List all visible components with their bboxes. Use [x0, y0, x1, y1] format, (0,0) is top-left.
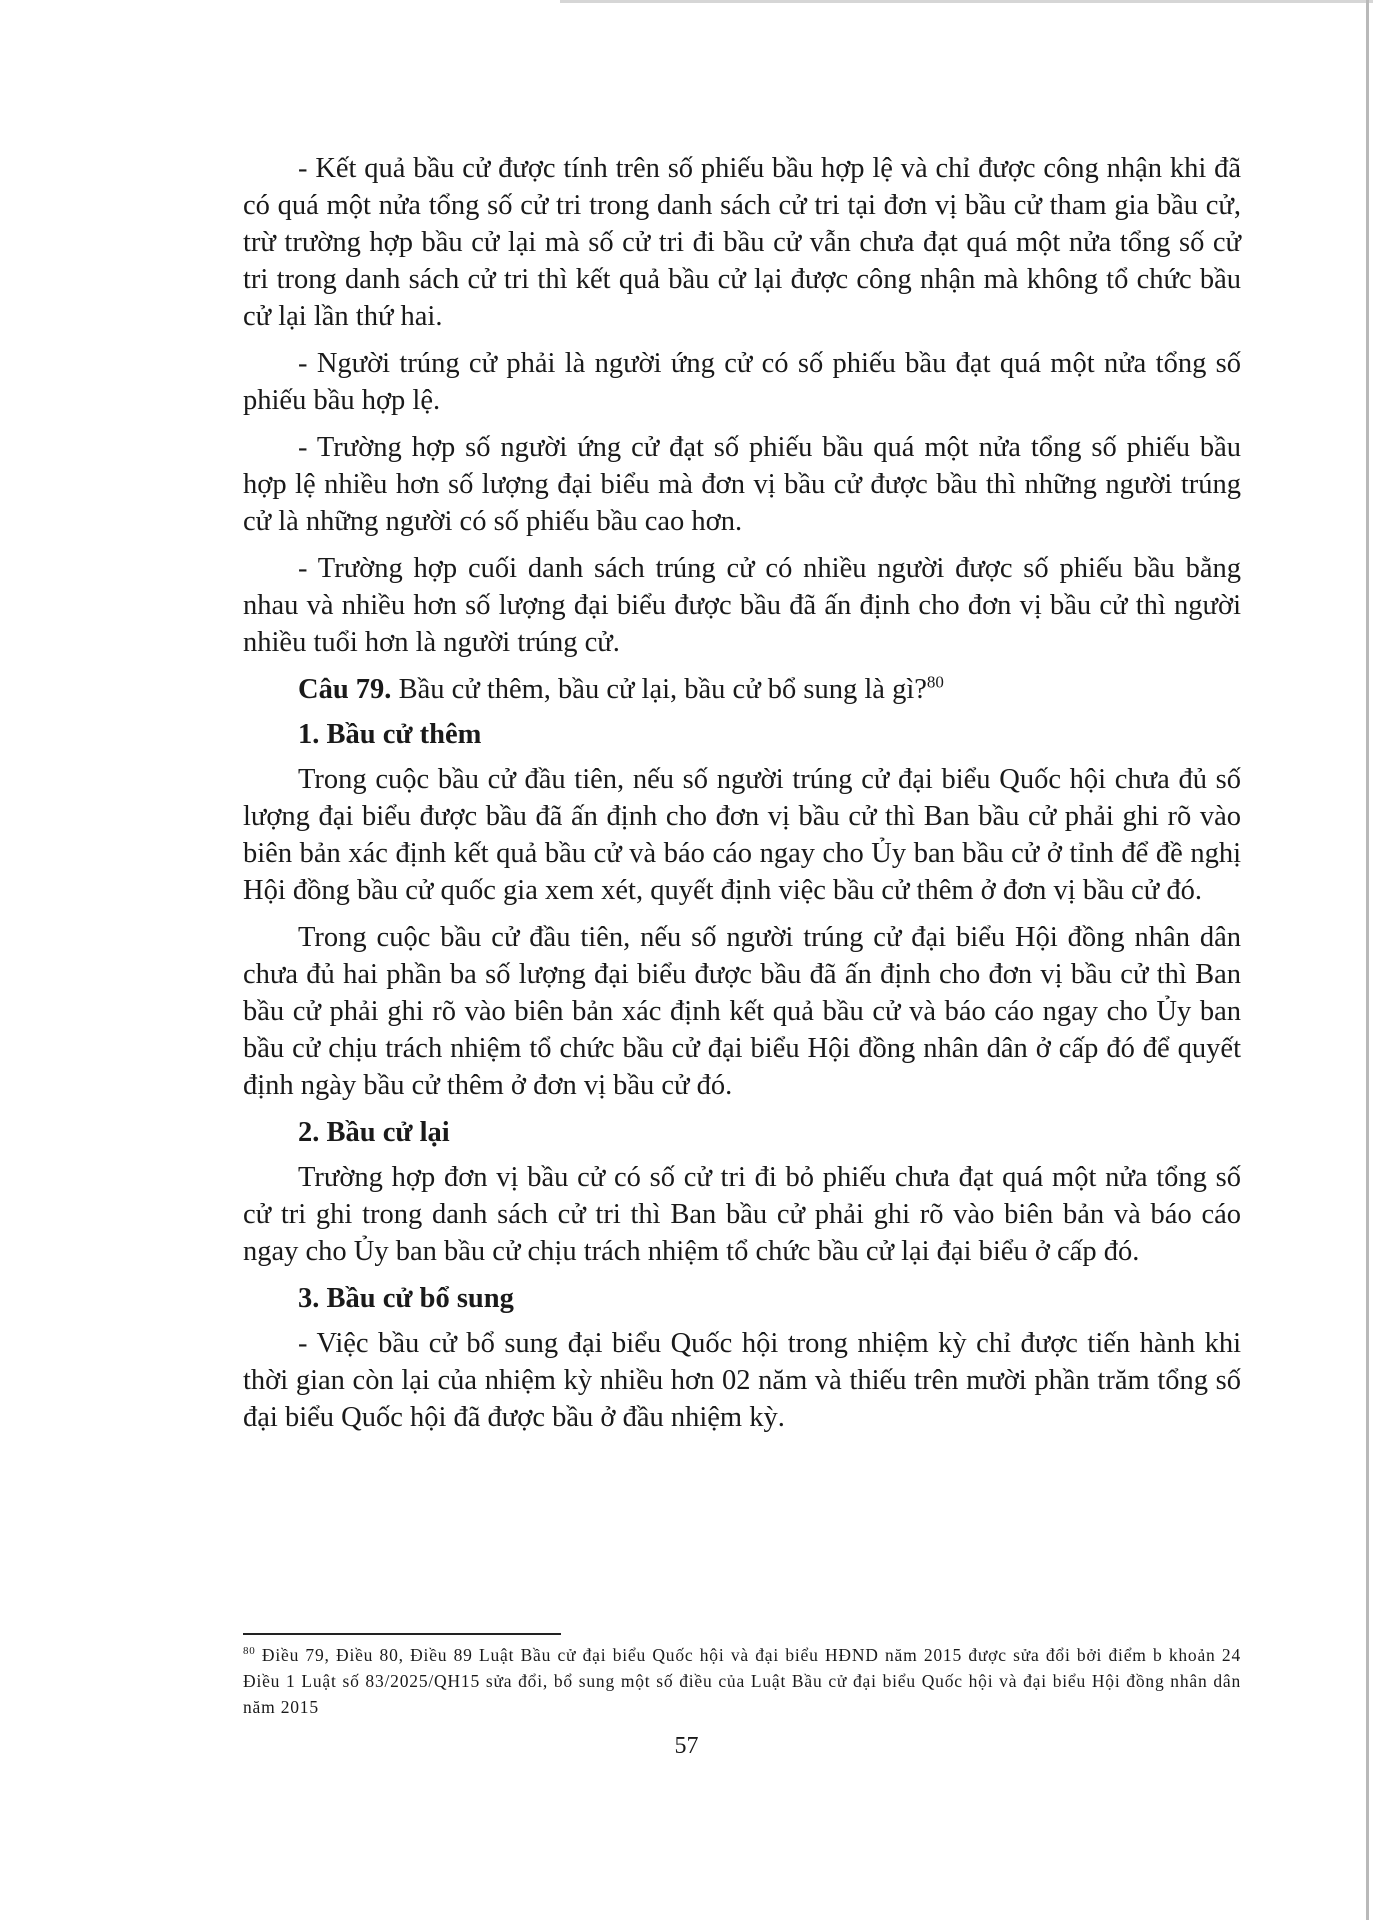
question-79 [298, 671, 1241, 708]
footnote-number: 80 [243, 1645, 256, 1658]
paragraph-tie-rule: - Trường hợp cuối danh sách trúng cử có nhiều người được số phiếu bầu bằng nhau và nhiều hơn số lượng đại biểu được bầu đã ấn định cho đơn vị bầu cử thì người nhiều tuổi hơn là người trúng cử. [243, 553, 1241, 658]
footnote-text: Điều 79, Điều 80, Điều 89 Luật Bầu cử đại biểu Quốc hội và đại biểu HĐND năm 2015 được sửa đổi bởi điểm b khoản 24 Điều 1 Luật số 83/2025/QH15 sửa đổi, bổ sung một số điều của Luật Bầu cử đại biểu Quốc hội và đại biểu Hội đồng nhân dân năm 2015 [243, 1645, 1241, 1717]
question-label: Câu 79. [298, 674, 392, 705]
question-text: Bầu cử thêm, bầu cử lại, bầu cử bổ sung là gì? [391, 674, 927, 705]
paragraph-national-assembly-additional: Trong cuộc bầu cử đầu tiên, nếu số người trúng cử đại biểu Quốc hội chưa đủ số lượng đại biểu được bầu đã ấn định cho đơn vị bầu cử thì Ban bầu cử phải ghi rõ vào biên bản xác định kết quả bầu cử và báo cáo ngay cho Ủy ban bầu cử ở tỉnh để đề nghị Hội đồng bầu cử quốc gia xem xét, quyết định việc bầu cử thêm ở đơn vị bầu cử đó. [243, 764, 1241, 906]
section-heading-re-election: 2. Bầu cử lại [298, 1117, 450, 1148]
footnote-ref[interactable]: 80 [926, 672, 944, 692]
paragraph-winner-rule: - Người trúng cử phải là người ứng cử có số phiếu bầu đạt quá một nửa tổng số phiếu bầu hợp lệ. [243, 348, 1241, 416]
section-heading-supplementary-election: 3. Bầu cử bổ sung [298, 1283, 514, 1314]
section-heading-additional-election: 1. Bầu cử thêm [298, 719, 482, 750]
paragraph-peoples-council-additional: Trong cuộc bầu cử đầu tiên, nếu số người trúng cử đại biểu Hội đồng nhân dân chưa đủ hai phần ba số lượng đại biểu được bầu đã ấn định cho đơn vị bầu cử thì Ban bầu cử phải ghi rõ vào biên bản xác định kết quả bầu cử và báo cáo ngay cho Ủy ban bầu cử chịu trách nhiệm tổ chức bầu cử đại biểu Hội đồng nhân dân ở cấp đó để quyết định ngày bầu cử thêm ở đơn vị bầu cử đó. [243, 922, 1241, 1101]
paragraph-excess-candidates: - Trường hợp số người ứng cử đạt số phiếu bầu quá một nửa tổng số phiếu bầu hợp lệ nhiều hơn số lượng đại biểu mà đơn vị bầu cử được bầu thì những người trúng cử là những người có số phiếu bầu cao hơn. [243, 432, 1241, 537]
scan-top-edge [560, 0, 1373, 3]
page-number: 57 [674, 1733, 699, 1759]
paragraph-supplementary-election: - Việc bầu cử bổ sung đại biểu Quốc hội trong nhiệm kỳ chỉ được tiến hành khi thời gian còn lại của nhiệm kỳ nhiều hơn 02 năm và thiếu trên mười phần trăm tổng số đại biểu Quốc hội đã được bầu ở đầu nhiệm kỳ. [243, 1328, 1241, 1433]
page-body [243, 150, 1241, 1446]
footnote-divider [243, 1633, 561, 1635]
paragraph-re-election: Trường hợp đơn vị bầu cử có số cử tri đi bỏ phiếu chưa đạt quá một nửa tổng số cử tri ghi trong danh sách cử tri thì Ban bầu cử phải ghi rõ vào biên bản và báo cáo ngay cho Ủy ban bầu cử chịu trách nhiệm tổ chức bầu cử lại đại biểu ở cấp đó. [243, 1162, 1241, 1267]
scan-right-edge [1366, 0, 1369, 1920]
paragraph-election-result: - Kết quả bầu cử được tính trên số phiếu bầu hợp lệ và chỉ được công nhận khi đã có quá một nửa tổng số cử tri trong danh sách cử tri tại đơn vị bầu cử tham gia bầu cử, trừ trường hợp bầu cử lại mà số cử tri đi bầu cử vẫn chưa đạt quá một nửa tổng số cử tri trong danh sách cử tri thì kết quả bầu cử lại được công nhận mà không tổ chức bầu cử lại lần thứ hai. [243, 153, 1241, 332]
footnote [243, 1642, 1241, 1720]
